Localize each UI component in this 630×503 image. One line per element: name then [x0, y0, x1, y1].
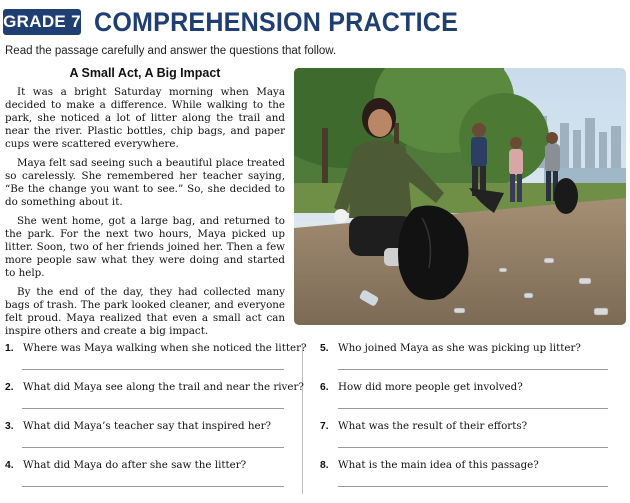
answer-line-4[interactable]: [22, 486, 284, 487]
question-3: [5, 420, 271, 432]
passage-title: A Small Act, A Big Impact: [69, 66, 221, 80]
passage: [5, 66, 285, 344]
answer-line-2[interactable]: [22, 408, 284, 409]
question-text: What was the result of their efforts?: [338, 420, 528, 432]
passage-paragraph: Maya felt sad seeing such a beautiful place treated so carelessly. She remembered her teacher saying, “Be the change you want to see.” So, she decided to do something about it.: [5, 156, 285, 209]
question-1: [5, 342, 307, 354]
question-8: [320, 459, 539, 471]
question-5: [320, 342, 581, 354]
question-text: Where was Maya walking when she noticed the litter?: [23, 342, 307, 354]
passage-paragraph: By the end of the day, they had collected many bags of trash. The park looked cleaner, and everyone felt proud. Maya realized that even a small act can inspire others and create a big impact.: [5, 285, 285, 338]
question-7: [320, 420, 527, 432]
passage-paragraph: She went home, got a large bag, and returned to the park. For the next two hours, Maya picked up litter. Soon, two of her friends joined her. Then a few more people saw what they were doing and started to help.: [5, 214, 285, 280]
question-number: 3.: [5, 421, 14, 432]
page-title: COMPREHENSION PRACTICE: [94, 7, 459, 37]
question-text: What did Maya’s teacher say that inspired her?: [23, 420, 272, 432]
question-number: 1.: [5, 343, 14, 354]
header: [0, 6, 630, 36]
question-6: [320, 381, 523, 393]
question-text: What is the main idea of this passage?: [338, 459, 539, 471]
question-text: What did Maya do after she saw the litter?: [23, 459, 247, 471]
question-text: How did more people get involved?: [338, 381, 523, 393]
question-2: [5, 381, 304, 393]
instructions: Read the passage carefully and answer the questions that follow.: [5, 45, 337, 57]
answer-line-7[interactable]: [338, 447, 608, 448]
question-number: 4.: [5, 460, 14, 471]
park-cleanup-illustration: [294, 68, 626, 325]
question-4: [5, 459, 246, 471]
question-text: What did Maya see along the trail and near the river?: [23, 381, 304, 393]
column-divider: [302, 344, 303, 494]
question-number: 5.: [320, 343, 329, 354]
grade-badge: GRADE 7: [3, 9, 81, 35]
passage-paragraph: It was a bright Saturday morning when Maya decided to make a difference. While walking to the park, she noticed a lot of litter along the trail and near the river. Plastic bottles, chip bags, and paper cups were scattered everywhere.: [5, 86, 285, 151]
answer-line-8[interactable]: [338, 486, 608, 487]
answer-line-5[interactable]: [338, 369, 608, 370]
question-number: 6.: [320, 382, 329, 393]
answer-line-3[interactable]: [22, 447, 284, 448]
question-number: 2.: [5, 382, 14, 393]
answer-line-6[interactable]: [338, 408, 608, 409]
answer-line-1[interactable]: [22, 369, 284, 370]
question-number: 8.: [320, 460, 329, 471]
question-number: 7.: [320, 421, 329, 432]
question-text: Who joined Maya as she was picking up litter?: [338, 342, 581, 354]
